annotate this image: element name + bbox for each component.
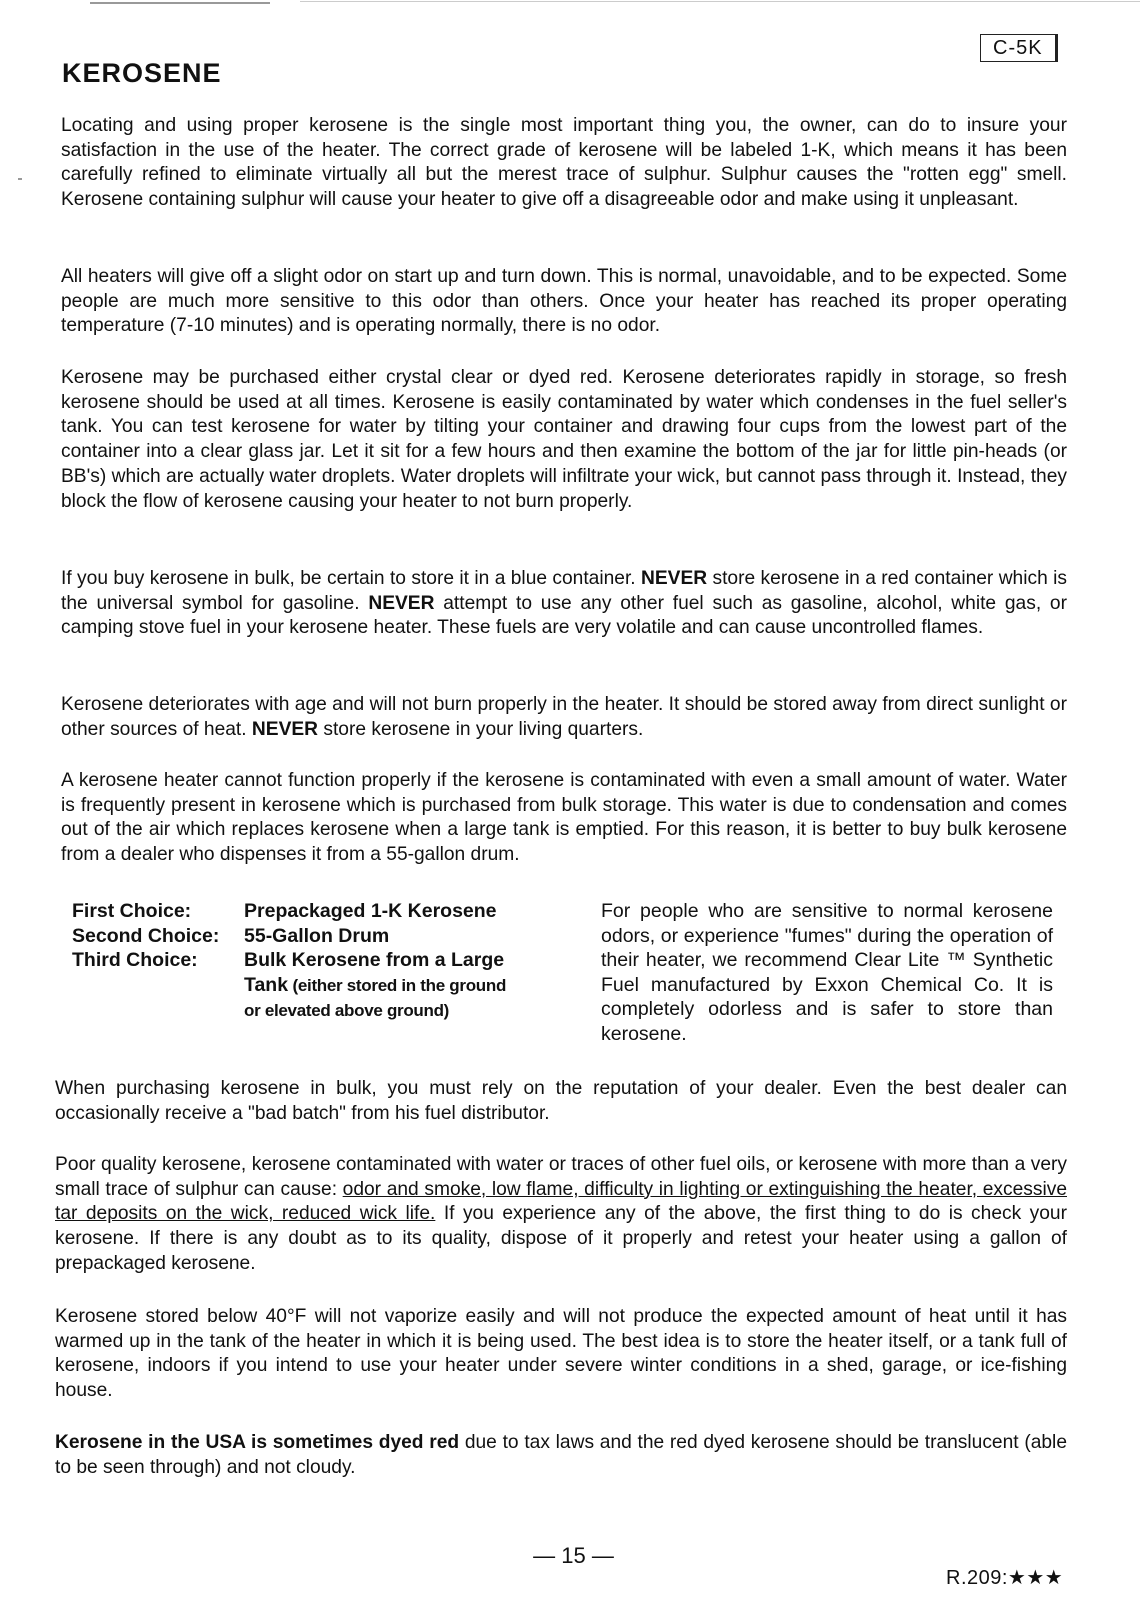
choice-label: Third Choice:: [72, 949, 198, 971]
text: store kerosene in your living quarters.: [318, 718, 644, 740]
paragraph-cold-storage: Kerosene stored below 40°F will not vaporize easily and will not produce the expected amount of heat until it has warmed up in the tank of the heater in which it is being used. The best idea is to store the heater itself, or a tank full of kerosene, indoors if you intend to use your heater under severe winter conditions in a shed, garage, or ice-fishing house.: [55, 1306, 1067, 1402]
never-emphasis: NEVER: [251, 718, 319, 740]
choice-note: (either stored in the ground: [288, 975, 507, 995]
choice-row-first: [72, 899, 572, 924]
never-emphasis: NEVER: [641, 568, 708, 589]
document-code-box: C-5K: [980, 34, 1058, 62]
paragraph-dyed-red: [55, 1431, 1067, 1480]
text: attempt to use any other fuel such as gasoline, alcohol, white gas, or camping stove fuel in your kerosene heater. These fuels are very volatile and can cause uncontrolled flames.: [61, 592, 1067, 639]
choice-row-third: [72, 948, 572, 1024]
text: store kerosene in a red container which is the universal symbol for gasoline.: [61, 568, 1067, 614]
margin-mark: [18, 178, 22, 180]
paragraph-proper-kerosene: Locating and using proper kerosene is the single most important thing you, the owner, can do to insure your satisfaction in the use of the heater. The correct grade of kerosene will be labeled 1-K, which means it has been carefully refined to eliminate virtually all but the merest trace of sulphur. Sulphur causes the "rotten egg" smell. Kerosene containing sulphur will cause your heater to give off a disagreeable odor and make using it unpleasant.: [61, 115, 1067, 211]
choice-value-text: Bulk Kerosene from a Large: [244, 949, 505, 971]
purchase-choices: [72, 899, 572, 1024]
choice-value: [244, 948, 572, 1024]
symptoms-underlined: odor and smoke, low flame, difficulty in lighting or extinguishing the heater, excessive tar deposits on the wick, reduced wick life.: [55, 1178, 1067, 1225]
page-title: KEROSENE: [62, 58, 222, 88]
paragraph-poor-quality: [55, 1153, 1067, 1277]
paragraph-storage-container: [61, 567, 1067, 641]
revision-code: R.209:★★★: [946, 1567, 1064, 1589]
top-rule-faint: [300, 1, 1140, 2]
synthetic-fuel-note: For people who are sensitive to normal kerosene odors, or experience "fumes" during the operation of their heater, we recommend Clear Lite ™ Synthetic Fuel manufactured by Exxon Chemical Co. It is completely odorless and is safer to store than kerosene.: [601, 900, 1053, 1045]
top-rule: [90, 2, 270, 4]
never-emphasis: NEVER: [368, 592, 435, 614]
paragraph-contamination: A kerosene heater cannot function properly if the kerosene is contaminated with even a small amount of water. Water is frequently present in kerosene which is purchased from bulk storage. This water is due to condensation and comes out of the air which replaces kerosene when a large tank is emptied. For this reason, it is better to buy bulk kerosene from a dealer who dispenses it from a 55-gallon drum.: [61, 770, 1067, 866]
text: If you experience any of the above, the first thing to do is check your kerosene. If there is any doubt as to its quality, dispose of it properly and retest your heater using a gallon of prepackaged kerosene.: [55, 1203, 1067, 1274]
choice-value: 55-Gallon Drum: [244, 924, 390, 947]
choice-value-text: Tank: [244, 973, 289, 996]
paragraph-deterioration: [61, 693, 1067, 742]
dyed-red-emphasis: Kerosene in the USA is sometimes dyed red: [55, 1432, 460, 1453]
text: If you buy kerosene in bulk, be certain to store it in a blue container.: [61, 568, 642, 589]
choice-label: First Choice:: [72, 900, 192, 922]
choice-note: or elevated above ground): [244, 1001, 450, 1020]
choice-value: Prepackaged 1-K Kerosene: [244, 900, 497, 922]
text: due to tax laws and the red dyed kerosene should be translucent (able to be seen through) and not cloudy.: [55, 1432, 1067, 1478]
page-number: — 15 —: [533, 1543, 614, 1568]
choice-label: Second Choice:: [72, 924, 220, 947]
paragraph-water-test: Kerosene may be purchased either crystal clear or dyed red. Kerosene deteriorates rapidly in storage, so fresh kerosene should be used at all times. Kerosene is easily contaminated by water which condenses in the fuel seller's tank. You can test kerosene for water by tilting your container and drawing four cups from the lowest part of the container into a clear glass jar. Let it sit for a few hours and then examine the bottom of the jar for little pin-heads (or BB's) which are actually water droplets. Water droplets will infiltrate your wick, but cannot pass through it. Instead, they block the flow of kerosene causing your heater to not burn properly.: [61, 367, 1067, 512]
choice-row-second: [72, 924, 572, 949]
paragraph-odor: All heaters will give off a slight odor on start up and turn down. This is normal, unavoidable, and to be expected. Some people are much more sensitive to this odor than others. Once your heater has reached its proper operating temperature (7-10 minutes) and is operating normally, there is no odor.: [61, 266, 1067, 337]
paragraph-dealer: When purchasing kerosene in bulk, you must rely on the reputation of your dealer. Even the best dealer can occasionally receive a "bad batch" from his fuel distributor.: [55, 1078, 1067, 1124]
text: Poor quality kerosene, kerosene contaminated with water or traces of other fuel oils, or kerosene with more than a very small trace of sulphur can cause:: [55, 1154, 1067, 1200]
text: Kerosene deteriorates with age and will not burn properly in the heater. It should be stored away from direct sunlight or other sources of heat.: [61, 694, 1067, 740]
